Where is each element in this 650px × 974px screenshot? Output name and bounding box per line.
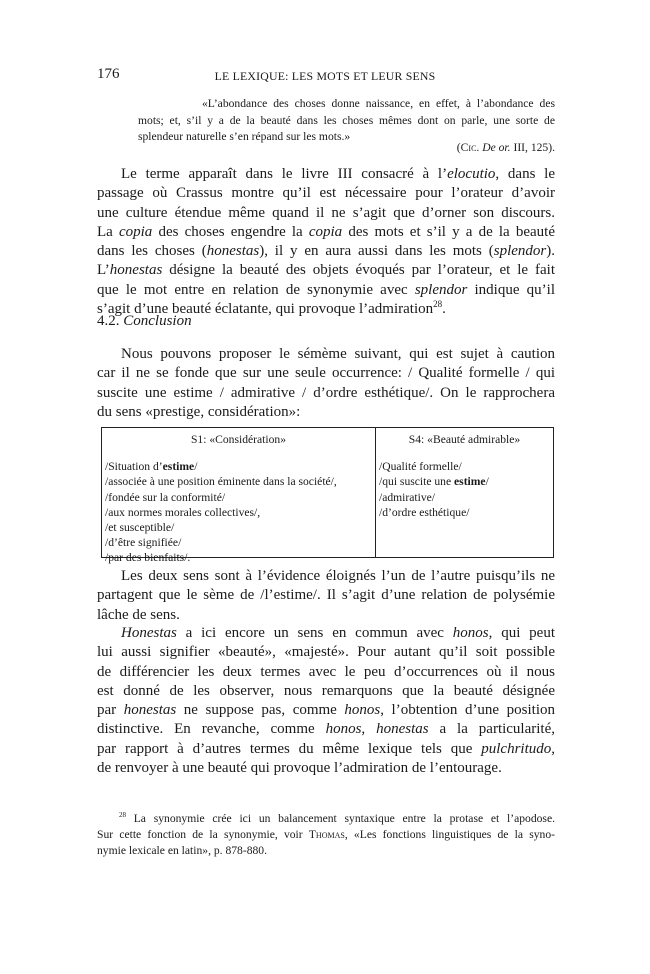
text-line: distinctive. En revanche, comme honos, honestas a la particularité, <box>97 721 555 738</box>
text-line: du sens «prestige, considération»: <box>97 403 301 420</box>
text-line: par honestas ne suppose pas, comme honos, l’obtention d’une position <box>97 702 555 719</box>
text-line: Nous pouvons proposer le sémème suivant, qui est sujet à caution <box>121 346 555 362</box>
text-line: suscite une estime / admirative / d’ordre esthétique/. On le rapprochera <box>97 384 555 401</box>
text-line: dans les choses (honestas), il y en aura aussi dans les mots (splendor). <box>97 243 555 260</box>
section-heading: 4.2. Conclusion <box>97 313 192 329</box>
footnote <box>97 811 555 859</box>
italic-text: copia <box>118 223 153 240</box>
text-line: que le mot entre en relation de synonymie avec splendor indique qu’il <box>97 281 556 298</box>
table-column-s1 <box>102 428 376 565</box>
italic-text: De or. <box>482 141 511 154</box>
text-line: partagent que le sème de /l’estime/. Il s’agit d’une relation de polysémie <box>97 587 555 604</box>
seme-line: /associée à une position éminente dans la société/, <box>105 475 337 489</box>
seme-line: /aux normes morales collectives/, <box>105 505 261 519</box>
seme-line: /qui suscite une estime/ <box>379 475 489 489</box>
italic-text: honestas <box>123 702 177 719</box>
quote-citation: (Cic. De or. III, 125). <box>456 141 555 154</box>
seme-line: /Qualité formelle/ <box>379 460 462 474</box>
text-line: par rapport à d’autres termes du même lexique tels que pulchritudo, <box>97 740 555 757</box>
text-line: Sur cette fonction de la synonymie, voir Thomas, «Les fonctions linguistiques de la syno- <box>97 828 555 841</box>
italic-text: honestas <box>206 243 260 260</box>
text-line: de renvoyer à une beauté qui provoque l’admiration de l’entourage. <box>97 760 502 777</box>
text-line: lui aussi signifier «beauté», «majesté». Pour autant qu’il soit possible <box>97 644 555 661</box>
seme-line: /fondée sur la conformité/ <box>105 490 226 504</box>
italic-text: Conclusion <box>123 313 192 329</box>
table-column-s4 <box>376 428 553 557</box>
text-line: car il ne se fonde que sur une seule occurrence: / Qualité formelle / qui <box>97 365 555 382</box>
paragraph <box>97 345 555 422</box>
column-header: S4: «Beauté admirable» <box>408 433 521 446</box>
text-line: lâche de sens. <box>97 606 180 623</box>
text-line: passage où Crassus montre qu’il est nécessaire pour l’orateur d’avoir <box>97 185 555 202</box>
italic-text: honos <box>344 702 381 719</box>
text-line: L’honestas désigne la beauté des objets évoqués par l’orateur, et le fait <box>97 262 555 279</box>
seme-line: /Situation d’estime/ <box>105 460 198 474</box>
italic-text: splendor <box>493 243 547 260</box>
paragraph <box>97 567 555 625</box>
seme-line: /d’ordre esthétique/ <box>379 505 470 519</box>
paragraph <box>97 624 555 778</box>
text-line: s’agit d’une beauté éclatante, qui provoque l’admiration$^{28}$. <box>97 299 446 318</box>
italic-text: Honestas <box>121 625 177 641</box>
italic-text: copia <box>308 223 343 240</box>
seme-line: /par des bienfaits/. <box>105 551 191 565</box>
text-line: Les deux sens sont à l’évidence éloignés l’un de l’autre puisqu’ils ne <box>121 568 555 584</box>
italic-text: splendor <box>414 281 468 298</box>
bold-text: estime <box>162 460 195 474</box>
page-number: 176 <box>97 66 120 82</box>
text-line: Le terme apparaît dans le livre III consacré à l’elocutio, dans le <box>121 166 555 182</box>
seme-line: /et susceptible/ <box>105 521 175 535</box>
text-line: nymie lexicale en latin», p. 878-880. <box>97 844 267 857</box>
text-line: Honestas a ici encore un sens en commun avec honos, qui peut <box>121 625 556 641</box>
running-title: LE LEXIQUE: LES MOTS ET LEUR SENS <box>214 69 436 83</box>
seme-table <box>101 427 554 565</box>
text-line: une culture étendue même quand il ne s’agit que d’orner son discours. <box>97 204 555 221</box>
italic-text: pulchritudo <box>481 740 552 757</box>
italic-text: honestas <box>376 721 429 738</box>
seme-line: /d’être signifiée/ <box>105 536 182 550</box>
text-line: splendeur naturelle s’en répand sur les mots.» <box>138 130 351 143</box>
italic-text: elocutio <box>447 166 496 182</box>
text-line: «L’abondance des choses donne naissance, en effet, à l’abondance des <box>202 97 555 110</box>
italic-text: honos <box>325 721 362 738</box>
italic-text: honos <box>452 625 489 641</box>
italic-text: honestas <box>109 262 163 279</box>
small-caps-text: Thomas <box>308 828 345 841</box>
text-line: La copia des choses engendre la copia des mots et s’il y a de la beauté <box>97 223 555 240</box>
column-body <box>379 459 550 520</box>
footnote-ref: 28 <box>119 811 126 820</box>
column-body <box>105 459 372 565</box>
footnote-ref: 28 <box>433 299 443 310</box>
paragraph <box>97 165 555 319</box>
bold-text: estime <box>454 475 486 489</box>
seme-line: /admirative/ <box>379 490 436 504</box>
block-quote <box>138 96 555 146</box>
text-line: de différencier les deux termes avec le peu d’occurrences où il nous <box>97 663 555 680</box>
column-header: S1: «Considération» <box>190 433 286 446</box>
text-line: est donné de les observer, nous remarquons que la beauté désignée <box>97 682 555 699</box>
text-line: mots; et, s’il y a de la beauté dans les choses mêmes dont on parle, une sorte de <box>138 113 555 127</box>
text-line: $^{28}$ La synonymie crée ici un balancement syntaxique entre la protase et l’apodose. <box>119 811 555 825</box>
small-caps-text: Cic. <box>460 141 480 154</box>
